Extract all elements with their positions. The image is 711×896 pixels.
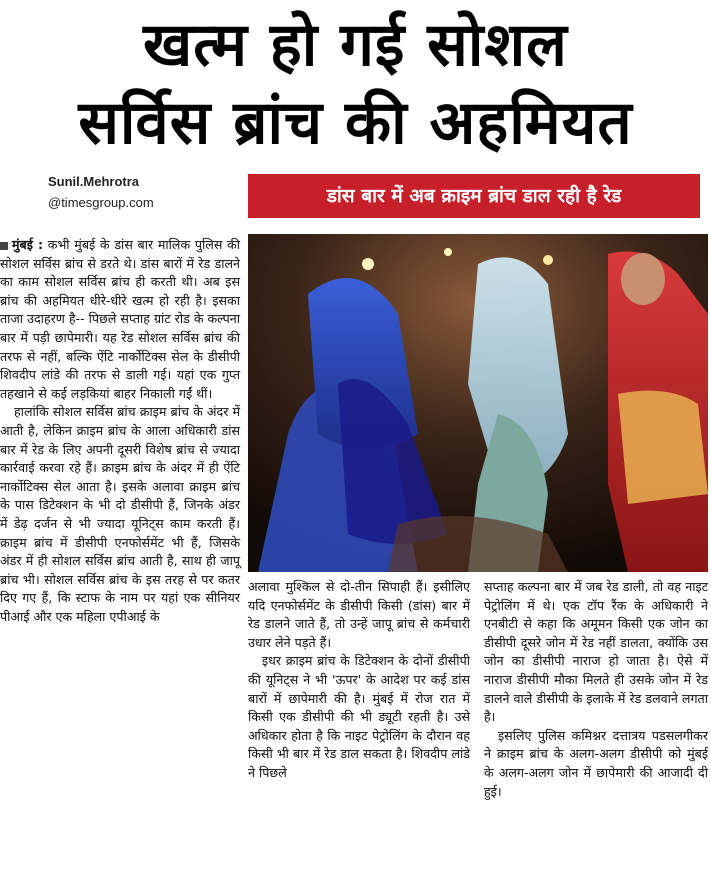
paragraph-text: कभी मुंबई के डांस बार मालिक पुलिस की सोशल सर्विस ब्रांच से डरते थे। डांस बारों में रेड डालने का काम सोशल सर्विस ब्रांच ही करती थी। अब इस ब्रांच की अहमियत धीरे-धीरे खत्म हो रही है। इसका ताजा उदाहरण है-- पिछले सप्ताह ग्रांट रोड के कल्पना बार में पड़ी छापेमारी। यह रेड सोशल सर्विस ब्रांच की तरफ से नहीं, बल्कि ऐंटि नार्कोटिक्स सेल के डीसीपी शिवदीप लांडे की तरफ से डाली गई। यहां एक गुप्त तहखाने से कई लड़कियां बाहर निकाली गईं थीं। <box>0 237 240 401</box>
bullet-square-icon <box>0 242 8 250</box>
paragraph <box>0 236 240 403</box>
paragraph: सप्ताह कल्पना बार में जब रेड डाली, तो वह नाइट पेट्रोलिंग में थे। एक टॉप रैंक के अधिकारी ने एनबीटी से कहा कि अमूमन किसी एक जोन का डीसीपी दूसरे जोन में रेड नहीं डालता, क्योंकि उस जोन का डीसीपी नाराज हो जाता है। ऐसे में नाराज डीसीपी मौका मिलते ही उसके जोन में रेड डालने वाले डीसीपी के इलाके में रेड डलवाने लगता है। <box>484 579 708 725</box>
headline-line-2: सर्विस ब्रांच की अहमियत <box>78 88 633 158</box>
photo-illustration <box>248 234 708 572</box>
author-first-name: Sunil <box>48 174 80 189</box>
subhead-banner: डांस बार में अब क्राइम ब्रांच डाल रही है रेड <box>248 174 700 218</box>
paragraph: इधर क्राइम ब्रांच के डिटेक्शन के दोनों डीसीपी की यूनिट्स ने भी 'ऊपर' के आदेश पर कई डांस बारों में छापेमारी की है। मुंबई में रोज रात में किसी एक डीसीपी की भी ड्यूटी रहती है। उसे अधिकार होता है कि नाइट पेट्रोलिंग के दौरान वह किसी भी बार में रेड डाल सकता है। शिवदीप लांडे ने पिछले <box>248 653 470 780</box>
article-column-3 <box>484 578 708 801</box>
article-column-2 <box>248 578 470 783</box>
paragraph: इसलिए पुलिस कमिश्नर दत्तात्रय पडसलगीकर ने क्राइम ब्रांच के अलग-अलग डीसीपी को मुंबई के अलग-अलग जोन में छापेमारी की आजादी दी हुई। <box>484 727 708 799</box>
headline-line-1: खत्म हो गई सोशल <box>143 10 568 80</box>
author-last-name: Mehrotra <box>83 174 140 189</box>
dateline: मुंबई : <box>12 237 44 252</box>
article-column-1 <box>0 236 240 626</box>
byline: Sunil.Mehrotra @timesgroup.com <box>48 172 154 213</box>
dance-bar-photo <box>248 234 708 572</box>
paragraph: अलावा मुश्किल से दो-तीन सिपाही हैं। इसीलिए यदि एनफोर्समेंट के डीसीपी किसी (डांस) बार में रेड डालने जाते हैं, तो उन्हें जापू ब्रांच से कर्मचारी उधार लेने पड़ते हैं। <box>248 579 470 650</box>
paragraph: हालांकि सोशल सर्विस ब्रांच क्राइम ब्रांच के अंदर में आती है, लेकिन क्राइम ब्रांच के आला अधिकारी डांस बार में रेड के लिए अपनी दूसरी विशेष ब्रांच से ज्यादा कार्रवाई करवा रहे हैं। क्राइम ब्रांच के अंदर में ही ऐंटि नार्कोटिक्स सेल आता है। इसके अलावा क्राइम ब्रांच के पास डिटेक्शन के भी दो डीसीपी हैं, जिनके अंडर में डेढ़ दर्जन से भी ज्यादा यूनिट्स काम करती हैं। क्राइम ब्रांच में डीसीपी एनफोर्समेंट भी हैं, जिसके अंडर में ही सोशल सर्विस ब्रांच आती है, साथ ही जापू ब्रांच भी। सोशल सर्विस ब्रांच के इस तरह से पर कतर दिए गए हैं, कि स्टाफ के नाम पर यहां एक सीनियर पीआई और एक महिला एपीआई के <box>0 404 240 624</box>
author-email: @timesgroup.com <box>48 195 154 210</box>
